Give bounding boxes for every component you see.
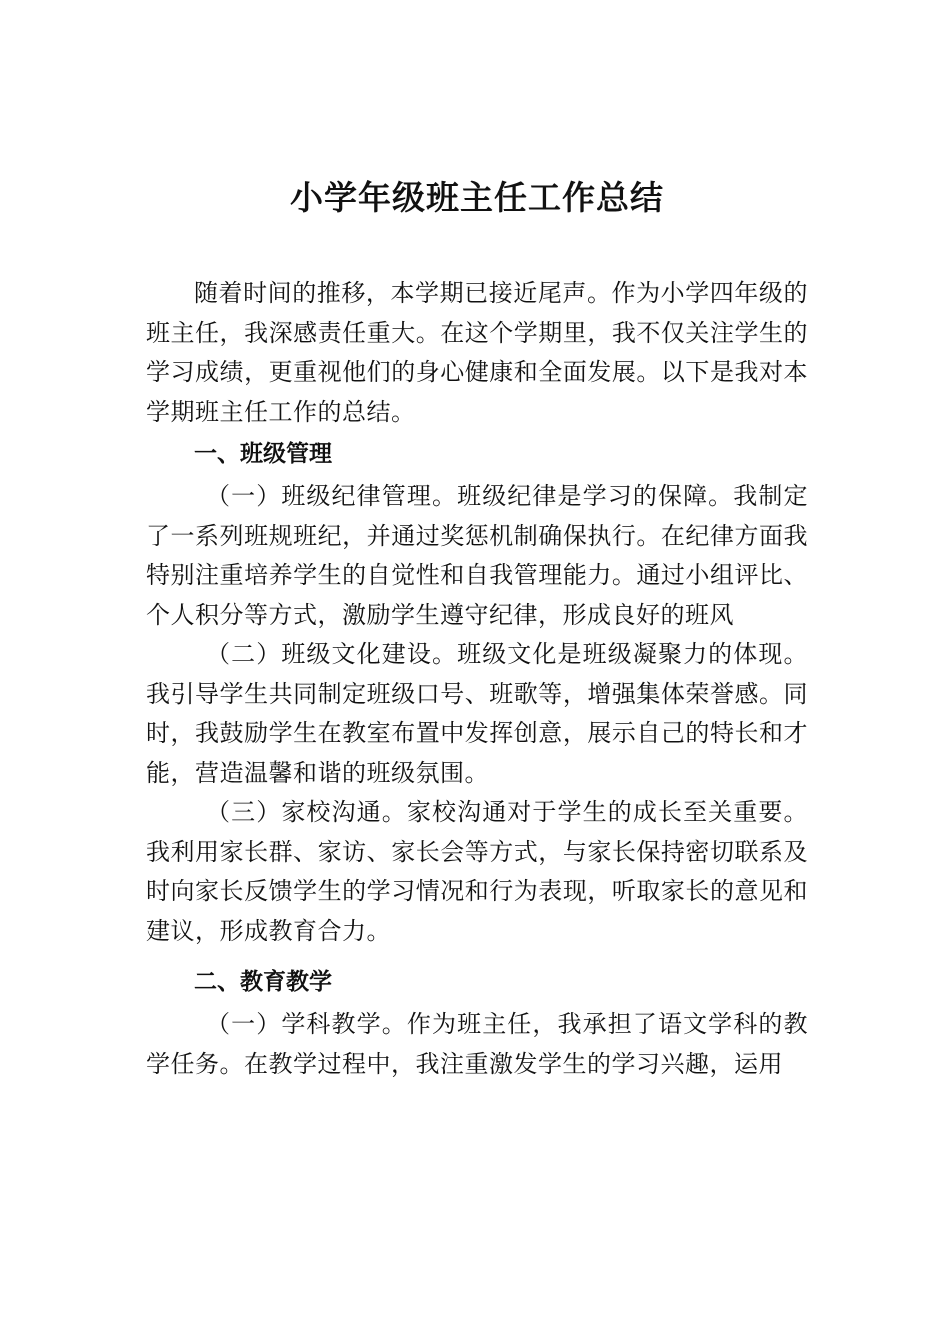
subsection-label: （一）班级纪律管理。 bbox=[206, 482, 458, 510]
subsection-paragraph bbox=[146, 635, 808, 793]
subsection-text: 作为班主任，我承担了语文学科的教学任务。在教学过程中，我注重激发学生的学习兴趣，运用 bbox=[146, 1010, 809, 1078]
subsection-paragraph bbox=[146, 1005, 808, 1084]
section-gap bbox=[146, 951, 808, 960]
intro-paragraph: 随着时间的推移，本学期已接近尾声。作为小学四年级的班主任，我深感责任重大。在这个学期里，我不仅关注学生的学习成绩，更重视他们的身心健康和全面发展。以下是我对本学期班主任工作的总结。 bbox=[146, 279, 808, 426]
subsection-text: 班级文化是班级凝聚力的体现。我引导学生共同制定班级口号、班歌等，增强集体荣誉感。同时，我鼓励学生在教室布置中发挥创意，展示自己的特长和才能，营造温馨和谐的班级氛围。 bbox=[146, 640, 809, 787]
subsection-paragraph bbox=[146, 793, 808, 951]
subsection-label: （三）家校沟通。 bbox=[206, 798, 407, 826]
section-heading: 二、教育教学 bbox=[194, 969, 332, 995]
subsection-text: 家校沟通对于学生的成长至关重要。我利用家长群、家访、家长会等方式，与家长保持密切联系及时向家长反馈学生的学习情况和行为表现，听取家长的意见和建议，形成教育合力。 bbox=[146, 798, 809, 945]
document-body bbox=[146, 274, 808, 1084]
section-teaching bbox=[146, 960, 808, 1084]
subsection-label: （二）班级文化建设。 bbox=[206, 640, 458, 668]
subsection-text: 班级纪律是学习的保障。我制定了一系列班规班纪，并通过奖惩机制确保执行。在纪律方面我特别注重培养学生的自觉性和自我管理能力。通过小组评比、个人积分等方式，激励学生遵守纪律，形成良好的班风 bbox=[146, 482, 809, 629]
section-heading: 一、班级管理 bbox=[194, 441, 332, 467]
document-title: 小学年级班主任工作总结 bbox=[290, 178, 664, 217]
subsection-label: （一）学科教学。 bbox=[206, 1010, 407, 1038]
section-class-management bbox=[146, 432, 808, 951]
subsection-paragraph bbox=[146, 477, 808, 635]
